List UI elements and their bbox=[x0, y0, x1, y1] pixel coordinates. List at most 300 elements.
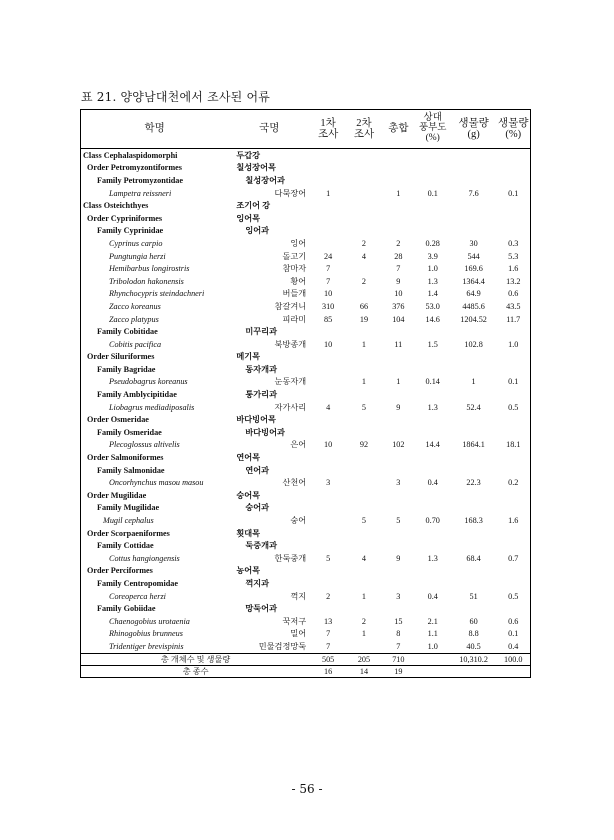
cell-survey-2: 1 bbox=[361, 591, 367, 601]
cell-biomass-g bbox=[451, 426, 497, 439]
cell-survey-1 bbox=[310, 565, 346, 578]
cell-total bbox=[382, 464, 415, 477]
cell-biomass-pct bbox=[497, 502, 531, 515]
cell-biomass-g bbox=[451, 489, 497, 502]
cell-relative-abundance bbox=[415, 162, 451, 175]
cell-total: 5 bbox=[396, 516, 401, 526]
table-row bbox=[81, 426, 531, 439]
table-row bbox=[81, 288, 531, 301]
cell-survey-1 bbox=[310, 527, 346, 540]
cell-korean-name: 농어목 bbox=[236, 566, 261, 576]
cell-total: 376 bbox=[392, 301, 405, 311]
cell-survey-1: 2 bbox=[326, 591, 331, 601]
fish-survey-table bbox=[80, 109, 531, 678]
cell-total bbox=[382, 199, 415, 212]
cell-scientific-name: Family Cottidae bbox=[81, 539, 229, 552]
cell-korean-name: 잉어과 bbox=[245, 226, 270, 236]
cell-biomass-pct bbox=[497, 388, 531, 401]
cell-survey-2: 92 bbox=[359, 440, 369, 450]
cell-relative-abundance bbox=[415, 539, 451, 552]
cell-scientific-name: Order Cypriniformes bbox=[81, 212, 229, 225]
species-count-label: 총 종수 bbox=[81, 665, 311, 677]
cell-korean-name: 칠성장어과 bbox=[245, 175, 285, 185]
cell-biomass-pct bbox=[497, 527, 531, 540]
cell-relative-abundance bbox=[415, 325, 451, 338]
cell-korean-name: 꺽지 bbox=[290, 591, 307, 601]
cell-korean-name: 연어과 bbox=[245, 465, 270, 475]
cell-total: 11 bbox=[394, 339, 403, 349]
cell-survey-1: 85 bbox=[324, 314, 333, 324]
cell-relative-abundance: 1.0 bbox=[427, 264, 438, 274]
table-row bbox=[81, 401, 531, 414]
cell-biomass-g bbox=[451, 162, 497, 175]
cell-biomass-pct bbox=[497, 413, 531, 426]
cell-biomass-pct bbox=[497, 225, 531, 238]
cell-scientific-name: Family Centropomidae bbox=[81, 577, 229, 590]
cell-scientific-name: Class Cephalaspidomorphi bbox=[81, 149, 229, 162]
cell-biomass-g bbox=[451, 527, 497, 540]
cell-biomass-g: 60 bbox=[469, 616, 478, 626]
species-count-survey-1: 16 bbox=[310, 665, 346, 677]
table-row bbox=[81, 388, 531, 401]
cell-biomass-g: 52.4 bbox=[466, 402, 481, 412]
cell-scientific-name: Chaenogobius urotaenia bbox=[81, 615, 229, 628]
cell-biomass-g bbox=[451, 539, 497, 552]
cell-scientific-name: Family Bagridae bbox=[81, 363, 229, 376]
cell-survey-2 bbox=[346, 162, 382, 175]
cell-survey-2: 4 bbox=[361, 553, 367, 563]
table-row bbox=[81, 451, 531, 464]
cell-korean-name: 숭어목 bbox=[236, 490, 261, 500]
cell-korean-name: 연어목 bbox=[236, 453, 261, 463]
cell-korean-name: 은어 bbox=[290, 440, 307, 450]
table-row bbox=[81, 602, 531, 615]
cell-survey-2 bbox=[346, 451, 382, 464]
cell-korean-name: 황어 bbox=[290, 276, 307, 286]
cell-biomass-pct: 11.7 bbox=[497, 313, 531, 326]
total-biomass-pct: 100.0 bbox=[497, 653, 531, 665]
cell-biomass-pct bbox=[497, 149, 531, 162]
table-row bbox=[81, 590, 531, 603]
cell-biomass-pct bbox=[497, 539, 531, 552]
cell-korean-name: 둑중개과 bbox=[245, 541, 277, 551]
table-row bbox=[81, 250, 531, 263]
table-row bbox=[81, 325, 531, 338]
cell-survey-1: 10 bbox=[324, 289, 333, 299]
cell-biomass-pct: 0.6 bbox=[497, 288, 531, 301]
cell-total: 3 bbox=[396, 591, 401, 601]
cell-survey-1 bbox=[310, 351, 346, 364]
cell-scientific-name: Order Scorpaeniformes bbox=[81, 527, 229, 540]
cell-korean-name: 잉어 bbox=[290, 238, 307, 248]
cell-scientific-name: Order Perciformes bbox=[81, 565, 229, 578]
cell-survey-2 bbox=[346, 464, 382, 477]
cell-scientific-name: Family Amblycipitidae bbox=[81, 388, 229, 401]
table-body bbox=[81, 149, 531, 654]
table-row bbox=[81, 476, 531, 489]
cell-relative-abundance: 0.70 bbox=[425, 516, 440, 526]
header-relative-abundance: 상대 풍부도 (%) bbox=[415, 110, 451, 149]
table-row bbox=[81, 514, 531, 527]
table-row bbox=[81, 262, 531, 275]
cell-scientific-name: Cyprinus carpio bbox=[81, 237, 229, 250]
cell-biomass-pct bbox=[497, 577, 531, 590]
cell-biomass-g bbox=[451, 602, 497, 615]
cell-relative-abundance: 0.4 bbox=[427, 591, 438, 601]
table-row bbox=[81, 225, 531, 238]
table-row bbox=[81, 275, 531, 288]
cell-korean-name: 북방종개 bbox=[274, 339, 307, 349]
cell-survey-2 bbox=[346, 225, 382, 238]
cell-korean-name: 산천어 bbox=[282, 478, 307, 488]
cell-survey-1 bbox=[310, 174, 346, 187]
cell-survey-1: 10 bbox=[324, 339, 333, 349]
cell-survey-2 bbox=[346, 426, 382, 439]
cell-survey-2 bbox=[346, 577, 382, 590]
cell-survey-2 bbox=[346, 489, 382, 502]
cell-survey-1 bbox=[310, 149, 346, 162]
cell-biomass-g bbox=[451, 502, 497, 515]
cell-biomass-pct: 0.2 bbox=[497, 476, 531, 489]
cell-survey-2 bbox=[346, 413, 382, 426]
cell-korean-name: 숭어 bbox=[290, 516, 307, 526]
cell-total: 104 bbox=[392, 314, 405, 324]
cell-relative-abundance: 1.3 bbox=[427, 553, 438, 563]
cell-survey-1: 7 bbox=[326, 276, 331, 286]
table-row bbox=[81, 413, 531, 426]
header-total: 총합 bbox=[382, 110, 415, 149]
table-row bbox=[81, 502, 531, 515]
cell-total: 9 bbox=[396, 553, 401, 563]
total-label: 총 개체수 및 생물량 bbox=[81, 653, 311, 665]
cell-relative-abundance: 53.0 bbox=[425, 301, 440, 311]
table-row bbox=[81, 565, 531, 578]
cell-biomass-g bbox=[451, 363, 497, 376]
cell-scientific-name: Coreoperca herzi bbox=[81, 590, 229, 603]
cell-total bbox=[382, 451, 415, 464]
header-korean-name: 국명 bbox=[228, 110, 310, 149]
cell-survey-2 bbox=[346, 199, 382, 212]
cell-scientific-name: Order Mugilidae bbox=[81, 489, 229, 502]
total-abundance bbox=[415, 653, 451, 665]
cell-biomass-pct bbox=[497, 489, 531, 502]
cell-korean-name: 참갈겨니 bbox=[274, 301, 307, 311]
cell-total: 2 bbox=[396, 238, 401, 248]
cell-biomass-pct: 0.1 bbox=[497, 628, 531, 641]
cell-korean-name: 참마자 bbox=[282, 264, 307, 274]
cell-survey-2 bbox=[346, 288, 382, 301]
cell-scientific-name: Pseudobagrus koreanus bbox=[81, 376, 229, 389]
cell-total bbox=[382, 602, 415, 615]
cell-biomass-g bbox=[451, 451, 497, 464]
cell-korean-name: 돌고기 bbox=[282, 251, 307, 261]
cell-total: 8 bbox=[396, 629, 401, 639]
cell-survey-1 bbox=[310, 577, 346, 590]
cell-biomass-pct bbox=[497, 602, 531, 615]
cell-relative-abundance: 14.4 bbox=[425, 440, 440, 450]
cell-scientific-name: Oncorhynchus masou masou bbox=[81, 476, 229, 489]
cell-survey-1 bbox=[310, 363, 346, 376]
cell-scientific-name: Order Petromyzontiformes bbox=[81, 162, 229, 175]
cell-survey-2: 19 bbox=[359, 314, 369, 324]
cell-relative-abundance bbox=[415, 199, 451, 212]
cell-survey-1: 10 bbox=[324, 440, 333, 450]
cell-biomass-g bbox=[451, 565, 497, 578]
cell-relative-abundance bbox=[415, 413, 451, 426]
cell-survey-1 bbox=[310, 489, 346, 502]
cell-total bbox=[382, 149, 415, 162]
cell-korean-name: 횟대목 bbox=[236, 528, 261, 538]
cell-total bbox=[382, 325, 415, 338]
cell-biomass-g bbox=[451, 212, 497, 225]
cell-biomass-g: 7.6 bbox=[468, 188, 479, 198]
cell-biomass-g: 544 bbox=[467, 251, 480, 261]
table-row bbox=[81, 363, 531, 376]
cell-total: 9 bbox=[396, 402, 401, 412]
cell-biomass-pct: 0.6 bbox=[497, 615, 531, 628]
cell-total bbox=[382, 489, 415, 502]
cell-survey-1 bbox=[310, 539, 346, 552]
cell-korean-name: 잉어목 bbox=[236, 213, 261, 223]
cell-korean-name: 메기목 bbox=[236, 352, 261, 362]
page-number: - 56 - bbox=[291, 782, 323, 796]
cell-total bbox=[382, 577, 415, 590]
cell-biomass-pct: 18.1 bbox=[497, 439, 531, 452]
cell-biomass-g: 8.8 bbox=[468, 629, 479, 639]
table-row bbox=[81, 212, 531, 225]
table-row bbox=[81, 489, 531, 502]
table-row bbox=[81, 628, 531, 641]
cell-biomass-g bbox=[451, 199, 497, 212]
cell-survey-1 bbox=[310, 502, 346, 515]
cell-relative-abundance bbox=[415, 464, 451, 477]
cell-total: 7 bbox=[396, 264, 401, 274]
species-count-empty bbox=[451, 665, 497, 677]
cell-survey-2: 1 bbox=[361, 377, 367, 387]
cell-scientific-name: Tridentiger brevispinis bbox=[81, 640, 229, 653]
table-row bbox=[81, 187, 531, 200]
cell-scientific-name: Rhinogobius brunneus bbox=[81, 628, 229, 641]
cell-relative-abundance: 0.28 bbox=[425, 238, 440, 248]
cell-biomass-pct bbox=[497, 199, 531, 212]
cell-total bbox=[382, 225, 415, 238]
cell-total bbox=[382, 162, 415, 175]
cell-korean-name: 조기어 강 bbox=[236, 201, 271, 211]
cell-scientific-name: Plecoglossus altivelis bbox=[81, 439, 229, 452]
total-survey-2: 205 bbox=[346, 653, 382, 665]
cell-biomass-g: 64.9 bbox=[466, 289, 481, 299]
cell-korean-name: 민물검정망둑 bbox=[258, 641, 307, 651]
table-row bbox=[81, 577, 531, 590]
cell-scientific-name: Hemibarbus longirostris bbox=[81, 262, 229, 275]
cell-relative-abundance: 0.14 bbox=[425, 377, 440, 387]
cell-survey-1 bbox=[310, 514, 346, 527]
cell-biomass-pct bbox=[497, 325, 531, 338]
table-row bbox=[81, 162, 531, 175]
cell-biomass-pct: 0.3 bbox=[497, 237, 531, 250]
cell-total bbox=[382, 426, 415, 439]
cell-survey-2 bbox=[346, 527, 382, 540]
cell-biomass-g bbox=[451, 351, 497, 364]
table-row bbox=[81, 351, 531, 364]
table-row bbox=[81, 237, 531, 250]
table-row bbox=[81, 313, 531, 326]
cell-korean-name: 동자개과 bbox=[245, 364, 277, 374]
cell-survey-1 bbox=[310, 426, 346, 439]
cell-survey-2: 5 bbox=[361, 516, 367, 526]
cell-biomass-g: 30 bbox=[469, 238, 478, 248]
cell-korean-name: 망둑어과 bbox=[245, 604, 277, 614]
cell-biomass-pct: 13.2 bbox=[497, 275, 531, 288]
cell-survey-2 bbox=[346, 388, 382, 401]
table-row bbox=[81, 615, 531, 628]
cell-biomass-pct: 43.5 bbox=[497, 300, 531, 313]
cell-relative-abundance bbox=[415, 602, 451, 615]
table-row bbox=[81, 199, 531, 212]
species-count-empty bbox=[415, 665, 451, 677]
cell-survey-1 bbox=[310, 464, 346, 477]
cell-survey-2: 66 bbox=[359, 301, 369, 311]
table-row bbox=[81, 174, 531, 187]
cell-relative-abundance: 3.9 bbox=[427, 251, 438, 261]
cell-korean-name: 꺽지과 bbox=[245, 578, 270, 588]
cell-biomass-g bbox=[451, 388, 497, 401]
cell-total: 7 bbox=[396, 641, 401, 651]
cell-survey-1: 13 bbox=[324, 616, 333, 626]
cell-relative-abundance bbox=[415, 225, 451, 238]
cell-biomass-g bbox=[451, 149, 497, 162]
cell-relative-abundance bbox=[415, 527, 451, 540]
cell-korean-name: 바다빙어목 bbox=[236, 415, 276, 425]
cell-total: 3 bbox=[396, 478, 401, 488]
cell-scientific-name: Order Salmoniformes bbox=[81, 451, 229, 464]
cell-survey-1: 1 bbox=[326, 188, 331, 198]
cell-relative-abundance: 0.1 bbox=[427, 188, 438, 198]
cell-relative-abundance: 14.6 bbox=[425, 314, 440, 324]
cell-biomass-pct: 0.1 bbox=[497, 187, 531, 200]
cell-scientific-name: Zacco koreanus bbox=[81, 300, 229, 313]
cell-biomass-g: 1 bbox=[471, 377, 476, 387]
cell-total: 15 bbox=[394, 616, 403, 626]
cell-relative-abundance bbox=[415, 577, 451, 590]
cell-relative-abundance bbox=[415, 212, 451, 225]
cell-scientific-name: Lampetra reissneri bbox=[81, 187, 229, 200]
cell-survey-1 bbox=[310, 212, 346, 225]
cell-relative-abundance bbox=[415, 149, 451, 162]
cell-relative-abundance: 1.1 bbox=[427, 629, 438, 639]
cell-scientific-name: Family Cyprinidae bbox=[81, 225, 229, 238]
cell-korean-name: 피라미 bbox=[282, 314, 307, 324]
cell-biomass-pct: 0.1 bbox=[497, 376, 531, 389]
cell-survey-2 bbox=[346, 640, 382, 653]
cell-scientific-name: Tribolodon hakonensis bbox=[81, 275, 229, 288]
table-row bbox=[81, 149, 531, 162]
cell-scientific-name: Class Osteichthyes bbox=[81, 199, 229, 212]
cell-survey-1: 7 bbox=[326, 629, 331, 639]
cell-biomass-pct: 1.0 bbox=[497, 338, 531, 351]
table-caption: 표 21. 양양남대천에서 조사된 어류 bbox=[81, 90, 271, 104]
cell-total: 1 bbox=[396, 188, 401, 198]
cell-survey-2 bbox=[346, 149, 382, 162]
cell-survey-2 bbox=[346, 602, 382, 615]
cell-survey-2 bbox=[346, 539, 382, 552]
cell-relative-abundance bbox=[415, 426, 451, 439]
header-biomass-pct: 생물량 (%) bbox=[497, 110, 531, 149]
species-count-row bbox=[81, 665, 531, 677]
cell-survey-1 bbox=[310, 225, 346, 238]
cell-relative-abundance bbox=[415, 174, 451, 187]
cell-scientific-name: Pungtungia herzi bbox=[81, 250, 229, 263]
cell-total bbox=[382, 539, 415, 552]
cell-survey-2: 1 bbox=[361, 339, 367, 349]
cell-korean-name: 버들개 bbox=[282, 289, 307, 299]
cell-survey-2 bbox=[346, 351, 382, 364]
cell-biomass-g: 1864.1 bbox=[462, 440, 485, 450]
cell-korean-name: 꾹저구 bbox=[282, 616, 307, 626]
cell-survey-2: 2 bbox=[361, 276, 367, 286]
cell-relative-abundance: 0.4 bbox=[427, 478, 438, 488]
cell-survey-1 bbox=[310, 237, 346, 250]
cell-total bbox=[382, 502, 415, 515]
cell-biomass-g: 4485.6 bbox=[462, 301, 485, 311]
cell-korean-name: 칠성장어목 bbox=[236, 163, 276, 173]
cell-relative-abundance: 1.0 bbox=[427, 641, 438, 651]
cell-biomass-g: 51 bbox=[469, 591, 478, 601]
cell-survey-1: 5 bbox=[326, 553, 331, 563]
cell-biomass-g: 22.3 bbox=[466, 478, 481, 488]
cell-biomass-pct bbox=[497, 174, 531, 187]
cell-biomass-pct: 5.3 bbox=[497, 250, 531, 263]
cell-relative-abundance: 2.1 bbox=[427, 616, 438, 626]
cell-korean-name: 밀어 bbox=[290, 629, 307, 639]
cell-survey-2: 4 bbox=[361, 251, 367, 261]
table-row bbox=[81, 527, 531, 540]
cell-survey-2 bbox=[346, 325, 382, 338]
cell-scientific-name: Family Petromyzontidae bbox=[81, 174, 229, 187]
species-count-survey-2: 14 bbox=[346, 665, 382, 677]
cell-survey-2: 5 bbox=[361, 402, 367, 412]
cell-biomass-g bbox=[451, 413, 497, 426]
table-row bbox=[81, 300, 531, 313]
cell-biomass-g: 1364.4 bbox=[462, 276, 485, 286]
cell-korean-name: 미꾸리과 bbox=[245, 327, 277, 337]
cell-survey-1: 4 bbox=[326, 402, 331, 412]
cell-total bbox=[382, 527, 415, 540]
cell-biomass-pct: 0.7 bbox=[497, 552, 531, 565]
cell-total bbox=[382, 388, 415, 401]
cell-survey-2 bbox=[346, 502, 382, 515]
cell-survey-2 bbox=[346, 174, 382, 187]
cell-relative-abundance bbox=[415, 388, 451, 401]
cell-biomass-pct: 0.5 bbox=[497, 401, 531, 414]
cell-scientific-name: Family Osmeridae bbox=[81, 426, 229, 439]
cell-biomass-pct: 1.6 bbox=[497, 514, 531, 527]
cell-korean-name: 두갑강 bbox=[236, 150, 261, 160]
cell-biomass-g: 68.4 bbox=[466, 553, 481, 563]
total-row bbox=[81, 653, 531, 665]
cell-survey-1: 7 bbox=[326, 641, 331, 651]
cell-survey-1 bbox=[310, 413, 346, 426]
cell-scientific-name: Cottus hangiongensis bbox=[81, 552, 229, 565]
cell-survey-2: 2 bbox=[361, 616, 367, 626]
cell-survey-2 bbox=[346, 565, 382, 578]
cell-survey-1: 310 bbox=[321, 301, 335, 311]
cell-scientific-name: Rhynchocypris steindachneri bbox=[81, 288, 229, 301]
table-row bbox=[81, 640, 531, 653]
cell-biomass-pct: 0.5 bbox=[497, 590, 531, 603]
cell-scientific-name: Order Osmeridae bbox=[81, 413, 229, 426]
cell-survey-1 bbox=[310, 451, 346, 464]
